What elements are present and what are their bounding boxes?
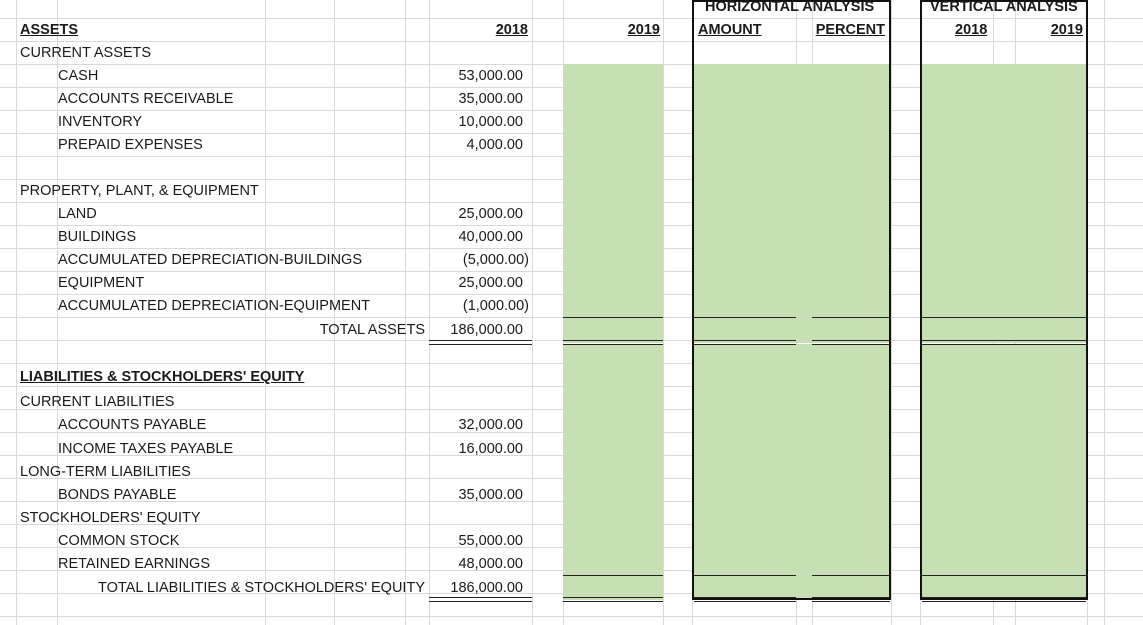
total-liabilities-label: TOTAL LIABILITIES & STOCKHOLDERS' EQUITY bbox=[98, 580, 425, 596]
row-bonds-label: BONDS PAYABLE bbox=[58, 487, 177, 503]
row-common-value[interactable]: 55,000.00 bbox=[458, 533, 523, 549]
grid-col-line bbox=[891, 0, 892, 625]
header-percent: PERCENT bbox=[815, 22, 885, 38]
header-v2018: 2018 bbox=[955, 22, 988, 38]
row-prepaid-label: PREPAID EXPENSES bbox=[58, 137, 203, 153]
current-assets-title: CURRENT ASSETS bbox=[20, 45, 152, 61]
current-liabilities-title: CURRENT LIABILITIES bbox=[20, 394, 175, 410]
total-assets-2019-underline bbox=[563, 340, 663, 345]
row-cash-value[interactable]: 53,000.00 bbox=[458, 68, 523, 84]
row-accdep-equipment-value[interactable]: (1,000.00) bbox=[462, 298, 529, 314]
total-assets-v2018-underline bbox=[922, 340, 1086, 345]
row-itp-label: INCOME TAXES PAYABLE bbox=[58, 441, 234, 457]
equity-title: STOCKHOLDERS' EQUITY bbox=[20, 510, 201, 526]
liabilities-title: LIABILITIES & STOCKHOLDERS' EQUITY bbox=[20, 369, 305, 385]
grid-col-line bbox=[405, 0, 406, 625]
fill-2019-assets[interactable] bbox=[563, 64, 663, 343]
row-land-value[interactable]: 25,000.00 bbox=[458, 206, 523, 222]
fill-2019-liabilities[interactable] bbox=[563, 344, 663, 600]
subtotal-line-percent bbox=[812, 317, 890, 318]
grid-col-line bbox=[532, 0, 533, 625]
subtotal-line-vertical bbox=[922, 317, 1086, 318]
subtotal-line-percent-b bbox=[812, 575, 890, 576]
row-bonds-value[interactable]: 35,000.00 bbox=[458, 487, 523, 503]
long-term-title: LONG-TERM LIABILITIES bbox=[20, 464, 191, 480]
header-vertical-analysis: VERTICAL ANALYSIS bbox=[930, 0, 1078, 15]
row-ap-value[interactable]: 32,000.00 bbox=[458, 417, 523, 433]
row-land-label: LAND bbox=[58, 206, 97, 222]
horizontal-analysis-border bbox=[692, 0, 891, 600]
total-liabilities-value[interactable]: 186,000.00 bbox=[450, 580, 523, 596]
total-liab-percent-underline bbox=[812, 597, 890, 602]
header-amount: AMOUNT bbox=[698, 22, 762, 38]
total-assets-amount-underline bbox=[694, 340, 796, 345]
row-inventory-label: INVENTORY bbox=[58, 114, 143, 130]
subtotal-line-2019-b bbox=[563, 575, 663, 576]
row-ar-label: ACCOUNTS RECEIVABLE bbox=[58, 91, 234, 107]
subtotal-line-amount bbox=[694, 317, 796, 318]
header-assets: ASSETS bbox=[20, 22, 79, 38]
grid-col-line bbox=[1104, 0, 1105, 625]
subtotal-line-vertical-b bbox=[922, 575, 1086, 576]
subtotal-line-2019 bbox=[563, 317, 663, 318]
total-liab-v-underline bbox=[922, 597, 1086, 602]
row-inventory-value[interactable]: 10,000.00 bbox=[458, 114, 523, 130]
row-common-label: COMMON STOCK bbox=[58, 533, 180, 549]
total-assets-percent-underline bbox=[812, 340, 890, 345]
grid-col-line bbox=[16, 0, 17, 625]
grid-col-line bbox=[663, 0, 664, 625]
row-prepaid-value[interactable]: 4,000.00 bbox=[466, 137, 523, 153]
header-horizontal-analysis: HORIZONTAL ANALYSIS bbox=[705, 0, 875, 15]
subtotal-line-amount-b bbox=[694, 575, 796, 576]
row-ap-label: ACCOUNTS PAYABLE bbox=[58, 417, 207, 433]
total-assets-value[interactable]: 186,000.00 bbox=[450, 322, 523, 338]
row-cash-label: CASH bbox=[58, 68, 99, 84]
row-equipment-label: EQUIPMENT bbox=[58, 275, 145, 291]
row-accdep-buildings-value[interactable]: (5,000.00) bbox=[462, 252, 529, 268]
grid-row-line bbox=[0, 616, 1143, 617]
row-equipment-value[interactable]: 25,000.00 bbox=[458, 275, 523, 291]
row-buildings-value[interactable]: 40,000.00 bbox=[458, 229, 523, 245]
row-itp-value[interactable]: 16,000.00 bbox=[458, 441, 523, 457]
row-retained-label: RETAINED EARNINGS bbox=[58, 556, 211, 572]
row-accdep-buildings-label: ACCUMULATED DEPRECIATION-BUILDINGS bbox=[58, 252, 362, 268]
row-ar-value[interactable]: 35,000.00 bbox=[458, 91, 523, 107]
row-buildings-label: BUILDINGS bbox=[58, 229, 137, 245]
header-2019: 2019 bbox=[627, 22, 660, 38]
row-retained-value[interactable]: 48,000.00 bbox=[458, 556, 523, 572]
ppe-title: PROPERTY, PLANT, & EQUIPMENT bbox=[20, 183, 259, 199]
row-accdep-equipment-label: ACCUMULATED DEPRECIATION-EQUIPMENT bbox=[58, 298, 371, 314]
header-v2019: 2019 bbox=[1050, 22, 1083, 38]
vertical-analysis-border bbox=[920, 0, 1088, 600]
total-liab-amount-underline bbox=[694, 597, 796, 602]
total-assets-label: TOTAL ASSETS bbox=[319, 322, 425, 338]
header-2018: 2018 bbox=[495, 22, 528, 38]
total-liab-2019-underline bbox=[563, 597, 663, 602]
